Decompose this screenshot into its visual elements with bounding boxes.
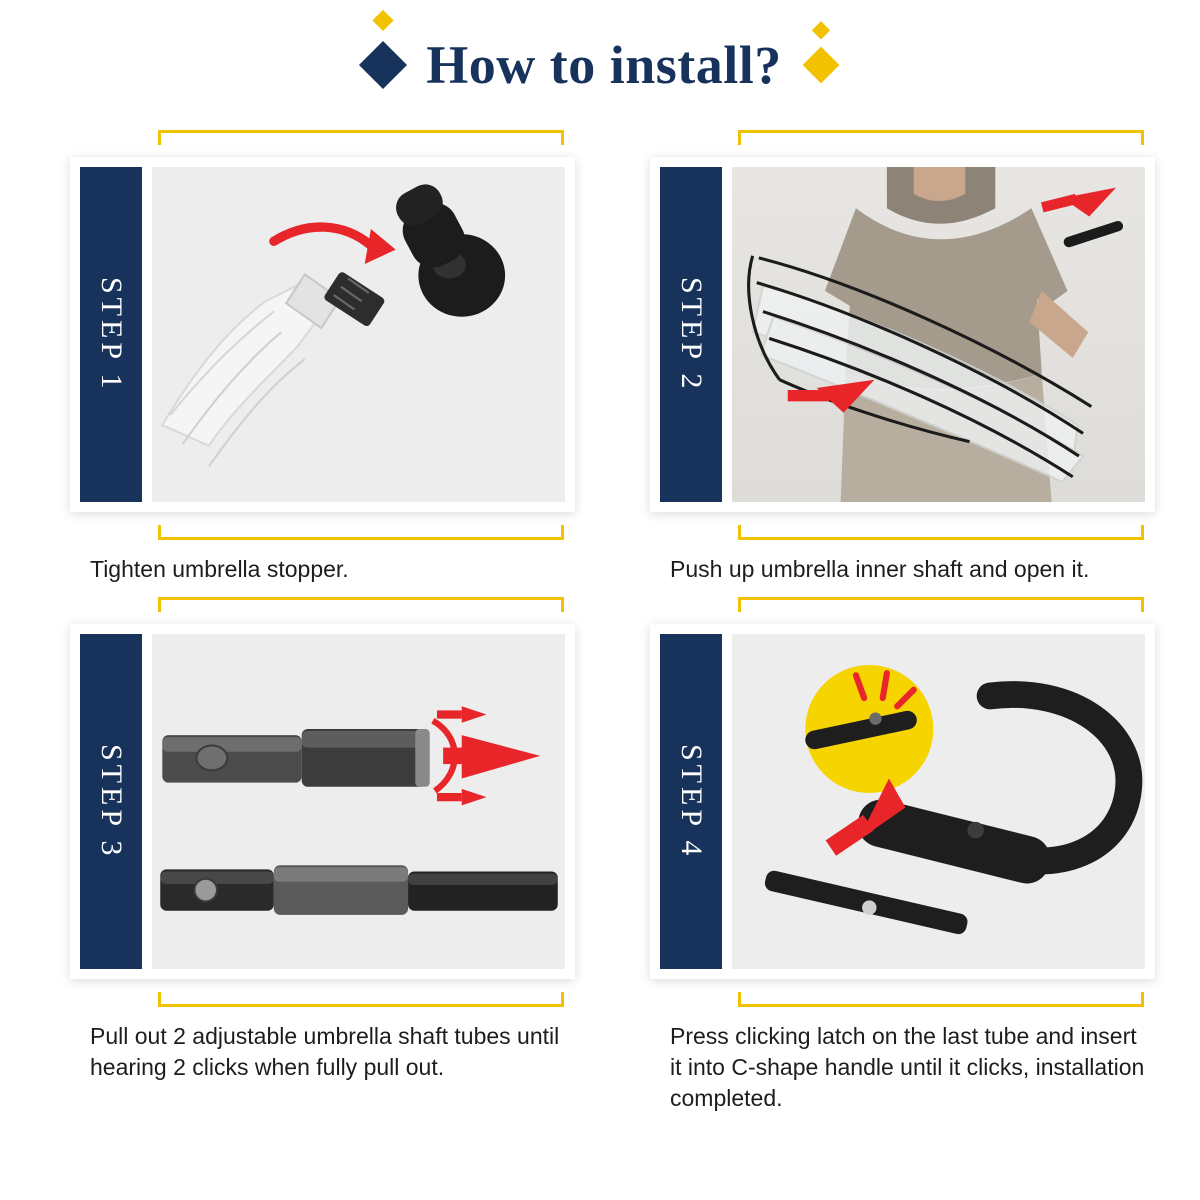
diamond-icon	[802, 47, 839, 84]
frame-bracket-bottom	[738, 525, 1144, 540]
step-caption-2: Push up umbrella inner shaft and open it.	[670, 556, 1090, 582]
step-card	[30, 130, 590, 585]
step-label-4	[660, 634, 722, 969]
frame-bracket-top	[738, 597, 1144, 612]
step-label-text: STEP 1	[95, 276, 128, 393]
step-image-2	[732, 167, 1145, 502]
step-card	[610, 130, 1170, 585]
step-frame	[70, 597, 575, 1007]
page-title: How to install?	[426, 35, 782, 95]
frame-bracket-bottom	[738, 992, 1144, 1007]
step-caption-3: Pull out 2 adjustable umbrella shaft tubes until hearing 2 clicks when fully pull out.	[90, 1023, 560, 1081]
diamond-icon	[359, 41, 407, 89]
step-label-text: STEP 3	[95, 743, 128, 860]
step-label-text: STEP 4	[675, 743, 708, 860]
frame-bracket-top	[738, 130, 1144, 145]
step-label-1	[80, 167, 142, 502]
frame-bracket-bottom	[158, 992, 564, 1007]
step-card	[30, 597, 590, 1114]
frame-bracket-bottom	[158, 525, 564, 540]
step-frame	[650, 597, 1155, 1007]
step-image-1	[152, 167, 565, 502]
steps-grid	[0, 130, 1200, 1114]
step-card	[610, 597, 1170, 1114]
frame-bracket-top	[158, 130, 564, 145]
step-label-2	[660, 167, 722, 502]
step-label-3	[80, 634, 142, 969]
step-caption-1: Tighten umbrella stopper.	[90, 556, 349, 582]
frame-bracket-top	[158, 597, 564, 612]
step-frame	[70, 130, 575, 540]
step-caption-4: Press clicking latch on the last tube and insert it into C-shape handle until it clicks, installation completed.	[670, 1023, 1145, 1112]
step-frame	[650, 130, 1155, 540]
step-label-text: STEP 2	[675, 276, 708, 393]
page-header	[0, 0, 1200, 130]
step-image-4	[732, 634, 1145, 969]
step-image-3	[152, 634, 565, 969]
